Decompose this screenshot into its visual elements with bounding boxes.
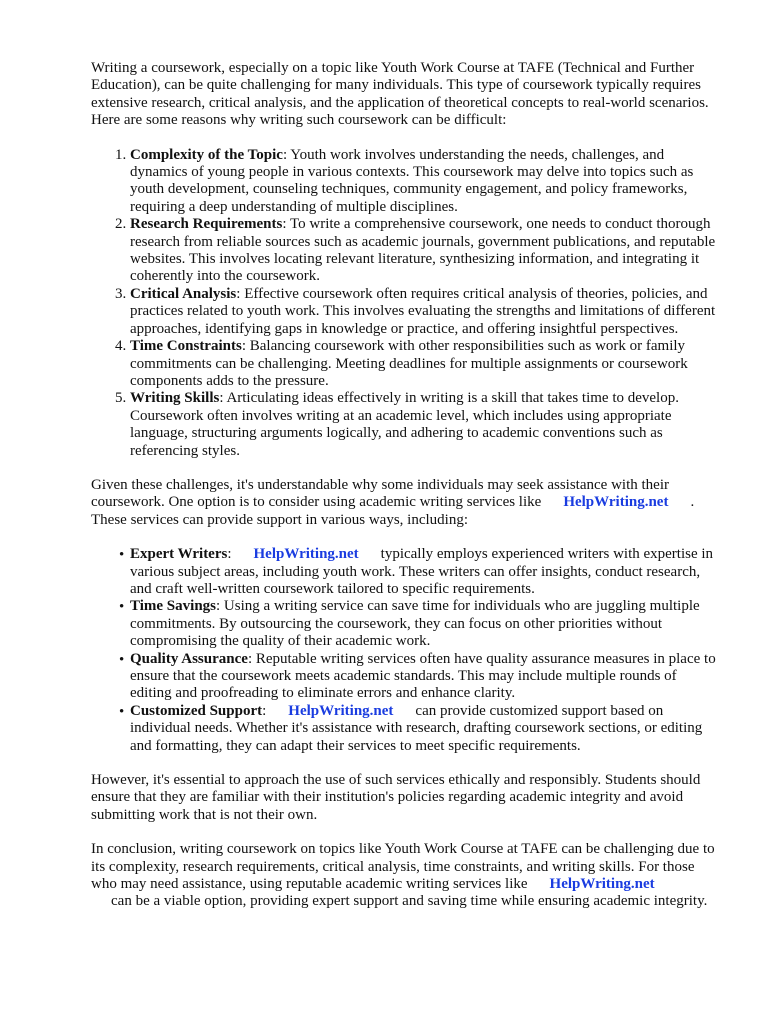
list-item: • Expert Writers: HelpWriting.net typically employs experienced writers with expertise in various subject areas, including youth work. These writers can offer insights, conduct research, and craft well-written coursework tailored to specific requirements. bbox=[119, 546, 714, 597]
list-item: 3. Critical Analysis: Effective coursework often requires critical analysis of theories, policies, and practices related to youth work. This involves evaluating the strengths and limitations of different approaches, identifying gaps in knowledge or practice, and offering insightful perspectives. bbox=[130, 286, 721, 338]
given-paragraph: Given these challenges, it's understandable why some individuals may seek assistance with their coursework. One option is to consider using academic writing services like HelpWriting.net . These services can provide support in various ways, including: bbox=[91, 476, 695, 528]
option-text: typically employs experienced writers with expertise in various subject areas, including youth work. These writers can offer insights, conduct research, and craft well-written coursework tailored to specific requirements. bbox=[130, 546, 714, 597]
list-item: 4. Time Constraints: Balancing coursework with other responsibilities such as work or family commitments can be challenging. Meeting deadlines for multiple assignments or coursework components adds to the pressure. bbox=[130, 338, 721, 390]
options-list bbox=[91, 546, 721, 755]
reason-term: Research Requirements bbox=[130, 216, 283, 233]
bullet-icon: • bbox=[119, 547, 125, 564]
list-item: • Time Savings: Using a writing service can save time for individuals who are juggling multiple commitments. By outsourcing the coursework, they can focus on other priorities without compromising the quality of their academic work. bbox=[119, 598, 700, 650]
reason-term: Complexity of the Topic bbox=[130, 146, 283, 163]
list-item: • Quality Assurance: Reputable writing services often have quality assurance measures in place to ensure that the coursework meets academic standards. This may include multiple rounds of editing and proofreading to eliminate errors and enhance clarity. bbox=[119, 650, 716, 702]
helpwriting-link[interactable]: HelpWriting.net bbox=[549, 876, 655, 893]
reason-text: Articulating ideas effectively in writing is a skill that takes time to develop. Coursework often involves writing at an academic level, which includes using appropriate language, structuring arguments logically, and adhering to academic conventions such as referencing styles. bbox=[130, 390, 679, 459]
bullet-icon: • bbox=[119, 599, 125, 616]
intro-paragraph: Writing a coursework, especially on a topic like Youth Work Course at TAFE (Technical and Further Education), can be quite challenging for many individuals. This type of coursework typically requires extensive research, critical analysis, and the application of theoretical concepts to real-world scenarios. Here are some reasons why writing such coursework can be difficult: bbox=[91, 60, 709, 129]
reason-text: To write a comprehensive coursework, one needs to conduct thorough research from reliable sources such as academic journals, government publications, and reputable websites. This involves locating relevant literature, synthesizing information, and integrating it coherently into the coursework. bbox=[130, 216, 716, 285]
however-paragraph: However, it's essential to approach the use of such services ethically and responsibly. Students should ensure that they are familiar with their institution's policies regarding academic integrity and avoid submitting work that is not their own. bbox=[91, 772, 701, 823]
conclusion-paragraph: In conclusion, writing coursework on topics like Youth Work Course at TAFE can be challenging due to its complexity, research requirements, critical analysis, time constraints, and writing skills. For those who may need assistance, using reputable academic writing services like HelpWriting.net can be a viable option, providing expert support and saving time while ensuring academic integrity. bbox=[91, 841, 715, 910]
option-text: can provide customized support based on individual needs. Whether it's assistance with research, drafting coursework sections, or editing and formatting, they can adapt their services to meet specific requirements. bbox=[130, 702, 703, 754]
helpwriting-link[interactable]: HelpWriting.net bbox=[563, 494, 669, 511]
option-term: Customized Support bbox=[130, 702, 263, 719]
option-text: Using a writing service can save time for individuals who are juggling multiple commitments. By outsourcing the coursework, they can focus on other priorities without compromising the quality of their academic work. bbox=[130, 598, 700, 650]
reason-text: Balancing coursework with other responsibilities such as work or family commitments can be challenging. Meeting deadlines for multiple assignments or coursework components adds to the pressure. bbox=[130, 338, 688, 389]
list-item: 5. Writing Skills: Articulating ideas effectively in writing is a skill that takes time to develop. Coursework often involves writing at an academic level, which includes using appropriate language, structuring arguments logically, and adhering to academic conventions such as referencing styles. bbox=[130, 390, 721, 460]
option-term: Quality Assurance bbox=[130, 650, 248, 667]
bullet-icon: • bbox=[119, 703, 125, 720]
list-item: 2. Research Requirements: To write a comprehensive coursework, one needs to conduct thorough research from reliable sources such as academic journals, government publications, and reputable websites. This involves locating relevant literature, synthesizing information, and integrating it coherently into the coursework. bbox=[130, 216, 721, 286]
option-term: Expert Writers bbox=[130, 546, 228, 563]
helpwriting-link[interactable]: HelpWriting.net bbox=[253, 546, 359, 563]
helpwriting-link[interactable]: HelpWriting.net bbox=[288, 702, 394, 719]
list-item: 1. Complexity of the Topic: Youth work involves understanding the needs, challenges, and dynamics of young people in various contexts. This coursework may delve into topics such as youth development, counseling techniques, community engagement, and policy frameworks, requiring a deep understanding of multiple disciplines. bbox=[130, 147, 721, 217]
bullet-icon: • bbox=[119, 651, 125, 668]
reasons-list bbox=[91, 147, 721, 460]
reason-text: Youth work involves understanding the needs, challenges, and dynamics of young people in various contexts. This coursework may delve into topics such as youth development, counseling techniques, community engagement, and policy frameworks, requiring a deep understanding of multiple disciplines. bbox=[130, 146, 694, 215]
reason-text: Effective coursework often requires critical analysis of theories, policies, and practices related to youth work. This involves evaluating the strengths and limitations of different approaches, identifying gaps in knowledge or practice, and offering insightful perspectives. bbox=[130, 285, 716, 337]
option-term: Time Savings bbox=[130, 598, 216, 615]
document-page bbox=[91, 60, 721, 928]
list-item: • Customized Support: HelpWriting.net can provide customized support based on individual needs. Whether it's assistance with research, drafting coursework sections, or editing and formatting, they can adapt their services to meet specific requirements. bbox=[119, 702, 703, 754]
option-text: Reputable writing services often have quality assurance measures in place to ensure that the coursework meets academic standards. This may include multiple rounds of editing and proofreading to eliminate errors and enhance clarity. bbox=[130, 650, 716, 702]
reason-term: Time Constraints bbox=[130, 338, 242, 355]
reason-term: Critical Analysis bbox=[130, 285, 237, 302]
reason-term: Writing Skills bbox=[130, 390, 220, 407]
